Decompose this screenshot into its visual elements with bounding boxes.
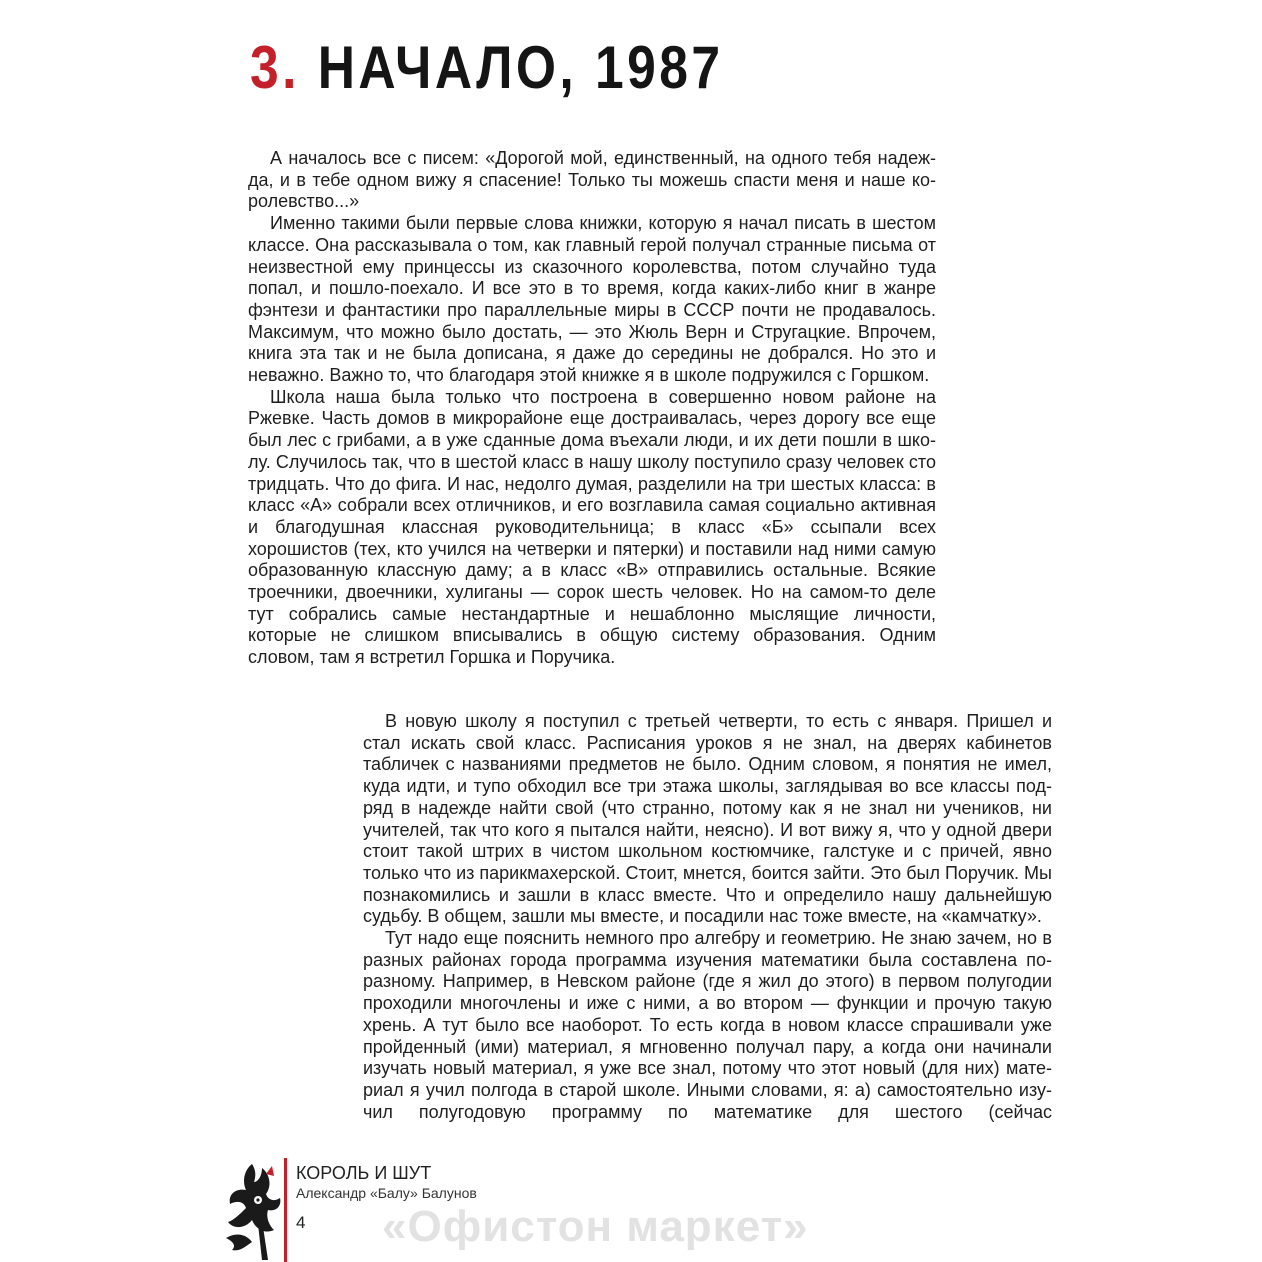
chapter-title xyxy=(250,36,724,100)
footer-accent-line xyxy=(284,1158,287,1262)
paragraph: Именно такими были первые слова книжки, которую я начал писать в шестом классе. Она рассказывала о том, как главный герой получал странные письма от неизвестной ему принцессы из сказочного королевства, потом случайно туда попал, и пошло-поехало. И все это в то время, когда каких-либо книг в жанре фэнтези и фантастики про параллельные миры в СССР почти не продавалось. Максимум, что можно было достать, — это Жюль Верн и Стругацкие. Впрочем, книга эта так и не была дописана, я даже до середины не добрался. Но это и неважно. Важно то, что благодаря этой книжке я в школе подружился с Горшком. xyxy=(248,213,936,386)
chapter-number: 3. xyxy=(250,34,300,101)
chapter-title-text: НАЧАЛО, 1987 xyxy=(317,34,724,101)
jester-logo-icon xyxy=(222,1160,286,1260)
paragraph: Тут надо еще пояснить немного про алгебру и геометрию. Не знаю зачем, но в разных районах города программа изучения математики была составлена поразному. Например, в Невском районе (где я жил до этого) в первом полугодии проходили многочлены и иже с ними, а во втором — функции и прочую такую хрень. А тут было все наоборот. То есть когда в новом классе спрашивали уже пройденный (ими) материал, я мгновенно получал пару, а когда они начинали изучать новый материал, я уже все знал, потому что этот новый (для них) материал я учил полгода в старой школе. Иными словами, я: а) самостоятельно изучил полугодовую программу по математике для шестого (сейчас xyxy=(363,928,1052,1122)
paragraph: В новую школу я поступил с третьей четверти, то есть с января. Пришел и стал искать свой класс. Расписания уроков я не знал, на дверях кабинетов табличек с названиями предметов не было. Одним словом, я понятия не имел, куда идти, и тупо обходил все три этажа школы, заглядывая во все классы подряд в надежде найти свой (что странно, потому как я не знал ни учеников, ни учителей, так что кого я пытался найти, неясно). И вот вижу я, что у одной двери стоит такой штрих в чистом школьном костюмчике, галстуке и с причей, явно только что из парикмахерской. Стоит, мнется, боится зайти. Это был Поручик. Мы познакомились и зашли в класс вместе. Что и определило нашу дальнейшую судьбу. В общем, зашли мы вместе, и посадили нас тоже вместе, на «камчатку». xyxy=(363,711,1052,927)
book-author: Александр «Балу» Балунов xyxy=(296,1185,477,1201)
paragraph: А началось все с писем: «Дорогой мой, единственный, на одного тебя надежда, и в тебе одном вижу я спасение! Только ты можешь спасти меня и наше королевство...» xyxy=(248,148,936,212)
text-block-2 xyxy=(363,711,1052,1123)
paragraph: Школа наша была только что построена в совершенно новом районе на Ржевке. Часть домов в микрорайоне еще достраивалась, через дорогу все еще был лес с грибами, а в уже сданные дома въехали люди, и их дети пошли в школу. Случилось так, что в шестой класс в нашу школу поступило сразу человек сто тридцать. Что до фига. И нас, недолго думая, разделили на три шестых класса: в класс «А» собрали всех отличников, и его возглавила самая социально активная и благодушная классная руководительница; в класс «Б» ссыпали всех хорошистов (тех, кто учился на четверки и пятерки) и поставили над ними самую образованную классную даму; а в класс «В» отправились остальные. Всякие троечники, двоечники, хулиганы — сорок шесть человек. Но на самом-то деле тут собрались самые нестандартные и нешаблонно мыслящие личности, которые не слишком вписывались в общую систему образования. Одним словом, там я встретил Горшка и Поручика. xyxy=(248,386,936,668)
watermark: «Офистон маркет» xyxy=(382,1202,809,1251)
book-band-name: КОРОЛЬ И ШУТ xyxy=(296,1163,432,1183)
page-number: 4 xyxy=(296,1213,306,1232)
text-block-1 xyxy=(248,148,936,669)
